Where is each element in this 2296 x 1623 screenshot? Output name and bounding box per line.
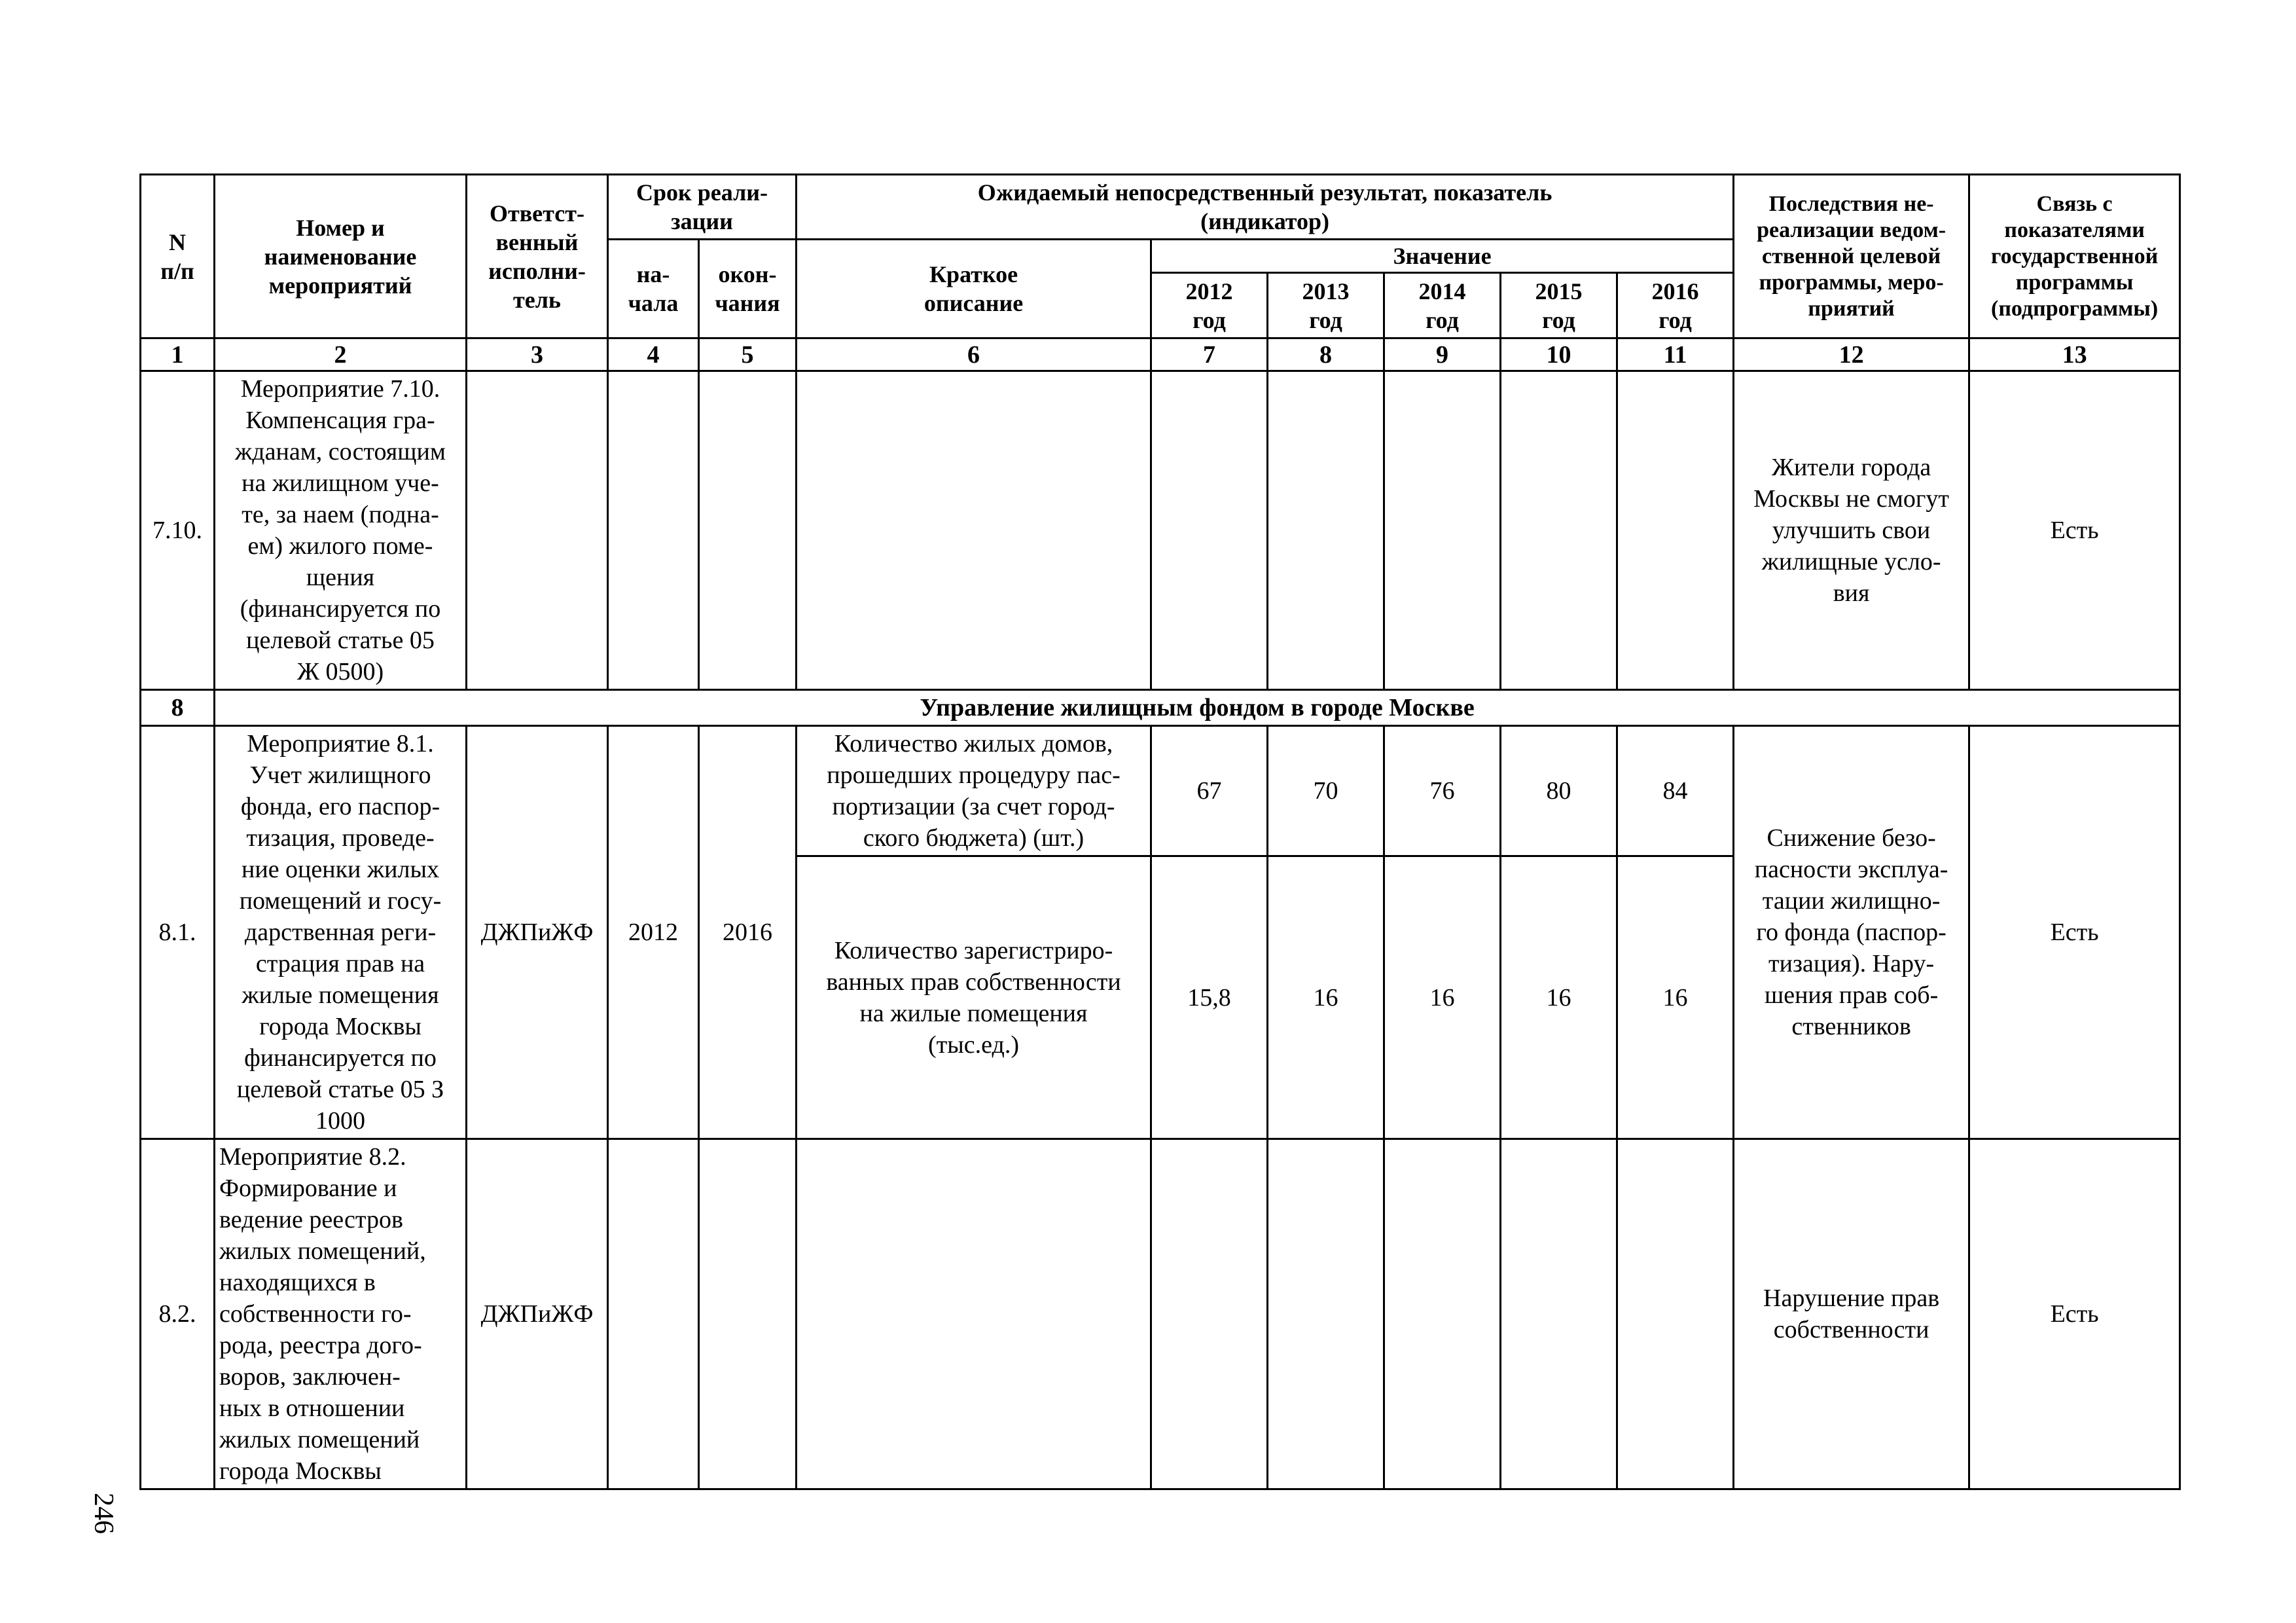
link-cell: Есть: [1969, 371, 2180, 690]
term-start-cell: 2012: [608, 726, 699, 1139]
event-name: Мероприятие 8.1. Учет жилищного фонда, его паспор- тизация, проведе- ние оценки жилых помещений и госу- дарственная реги- страция прав на жилые помещения города Москвы финансируется по целевой статье 05 З 1000: [215, 726, 467, 1139]
column-number: 2: [215, 338, 467, 371]
column-number: 5: [699, 338, 797, 371]
link-cell: Есть: [1969, 726, 2180, 1139]
section-title: Управление жилищным фондом в городе Москве: [215, 690, 2180, 726]
event-name: Мероприятие 8.2. Формирование и ведение реестров жилых помещений, находящихся в собственности го- рода, реестра дого- воров, заключен- ных в отношении жилых помещений города Москвы: [215, 1139, 467, 1489]
empty-cell: [797, 371, 1151, 690]
indicator-value-2012: 15,8: [1151, 856, 1268, 1139]
column-number: 8: [1268, 338, 1384, 371]
empty-cell: [1268, 371, 1384, 690]
empty-cell: [608, 371, 699, 690]
column-number: 13: [1969, 338, 2180, 371]
link-cell: Есть: [1969, 1139, 2180, 1489]
empty-cell: [1501, 371, 1617, 690]
empty-cell: [1151, 1139, 1268, 1489]
header-year-2013: 2013 год: [1268, 273, 1384, 338]
table-row-7-10: [141, 371, 2180, 690]
column-number: 4: [608, 338, 699, 371]
column-number-row: [141, 338, 2180, 371]
header-desc: Краткое описание: [797, 240, 1151, 338]
column-number: 12: [1734, 338, 1969, 371]
indicator-value-2016: 16: [1617, 856, 1734, 1139]
column-number: 3: [467, 338, 608, 371]
header-year-2015: 2015 год: [1501, 273, 1617, 338]
header-consequences: Последствия не- реализации ведом- ственной целевой программы, меро- приятий: [1734, 175, 1969, 338]
column-number: 10: [1501, 338, 1617, 371]
header-year-2016: 2016 год: [1617, 273, 1734, 338]
term-end-cell: 2016: [699, 726, 797, 1139]
indicator-value-2013: 16: [1268, 856, 1384, 1139]
empty-cell: [1268, 1139, 1384, 1489]
indicator-value-2015: 16: [1501, 856, 1617, 1139]
header-result: Ожидаемый непосредственный результат, показатель (индикатор): [797, 175, 1734, 240]
empty-cell: [699, 371, 797, 690]
section-num: 8: [141, 690, 215, 726]
indicator-value-2015: 80: [1501, 726, 1617, 856]
event-name: Мероприятие 7.10. Компенсация гра- жданам, состоящим на жилищном уче- те, за наем (подна- ем) жилого поме- щения (финансируется по целевой статье 05 Ж 0500): [215, 371, 467, 690]
consequence-cell: Снижение безо- пасности эксплуа- тации жилищно- го фонда (паспор- тизация). Нару- шения прав соб- ственников: [1734, 726, 1969, 1139]
empty-cell: [1151, 371, 1268, 690]
empty-cell: [608, 1139, 699, 1489]
header-row-1: [141, 175, 2180, 240]
column-number: 7: [1151, 338, 1268, 371]
indicator-value-2014: 16: [1384, 856, 1501, 1139]
section-row-8: [141, 690, 2180, 726]
indicator-value-2012: 67: [1151, 726, 1268, 856]
page-number: 246: [88, 1493, 118, 1534]
empty-cell: [1617, 371, 1734, 690]
column-number: 1: [141, 338, 215, 371]
column-number: 11: [1617, 338, 1734, 371]
table-row-8-2: [141, 1139, 2180, 1489]
header-executor: Ответст- венный исполни- тель: [467, 175, 608, 338]
header-term: Срок реали- зации: [608, 175, 797, 240]
header-event: Номер и наименование мероприятий: [215, 175, 467, 338]
header-link: Связь с показателями государственной программы (подпрограммы): [1969, 175, 2180, 338]
row-num: 8.2.: [141, 1139, 215, 1489]
empty-cell: [1384, 1139, 1501, 1489]
consequence-cell: Жители города Москвы не смогут улучшить свои жилищные усло- вия: [1734, 371, 1969, 690]
header-year-2012: 2012 год: [1151, 273, 1268, 338]
consequence-cell: Нарушение прав собственности: [1734, 1139, 1969, 1489]
row-num: 8.1.: [141, 726, 215, 1139]
column-number: 9: [1384, 338, 1501, 371]
empty-cell: [797, 1139, 1151, 1489]
executor-cell: ДЖПиЖФ: [467, 1139, 608, 1489]
header-num: N п/п: [141, 175, 215, 338]
header-value: Значение: [1151, 240, 1734, 273]
header-term-start: на- чала: [608, 240, 699, 338]
indicator-value-2014: 76: [1384, 726, 1501, 856]
row-num: 7.10.: [141, 371, 215, 690]
indicator-value-2016: 84: [1617, 726, 1734, 856]
table-row-8-1: [141, 726, 2180, 856]
indicator-description: Количество зарегистриро- ванных прав собственности на жилые помещения (тыс.ед.): [797, 856, 1151, 1139]
empty-cell: [1501, 1139, 1617, 1489]
indicator-value-2013: 70: [1268, 726, 1384, 856]
column-number: 6: [797, 338, 1151, 371]
empty-cell: [467, 371, 608, 690]
executor-cell: ДЖПиЖФ: [467, 726, 608, 1139]
empty-cell: [1384, 371, 1501, 690]
program-events-table: [139, 173, 2181, 1490]
header-year-2014: 2014 год: [1384, 273, 1501, 338]
header-term-end: окон- чания: [699, 240, 797, 338]
empty-cell: [1617, 1139, 1734, 1489]
indicator-description: Количество жилых домов, прошедших процедуру пас- портизации (за счет город- ского бюджета) (шт.): [797, 726, 1151, 856]
empty-cell: [699, 1139, 797, 1489]
